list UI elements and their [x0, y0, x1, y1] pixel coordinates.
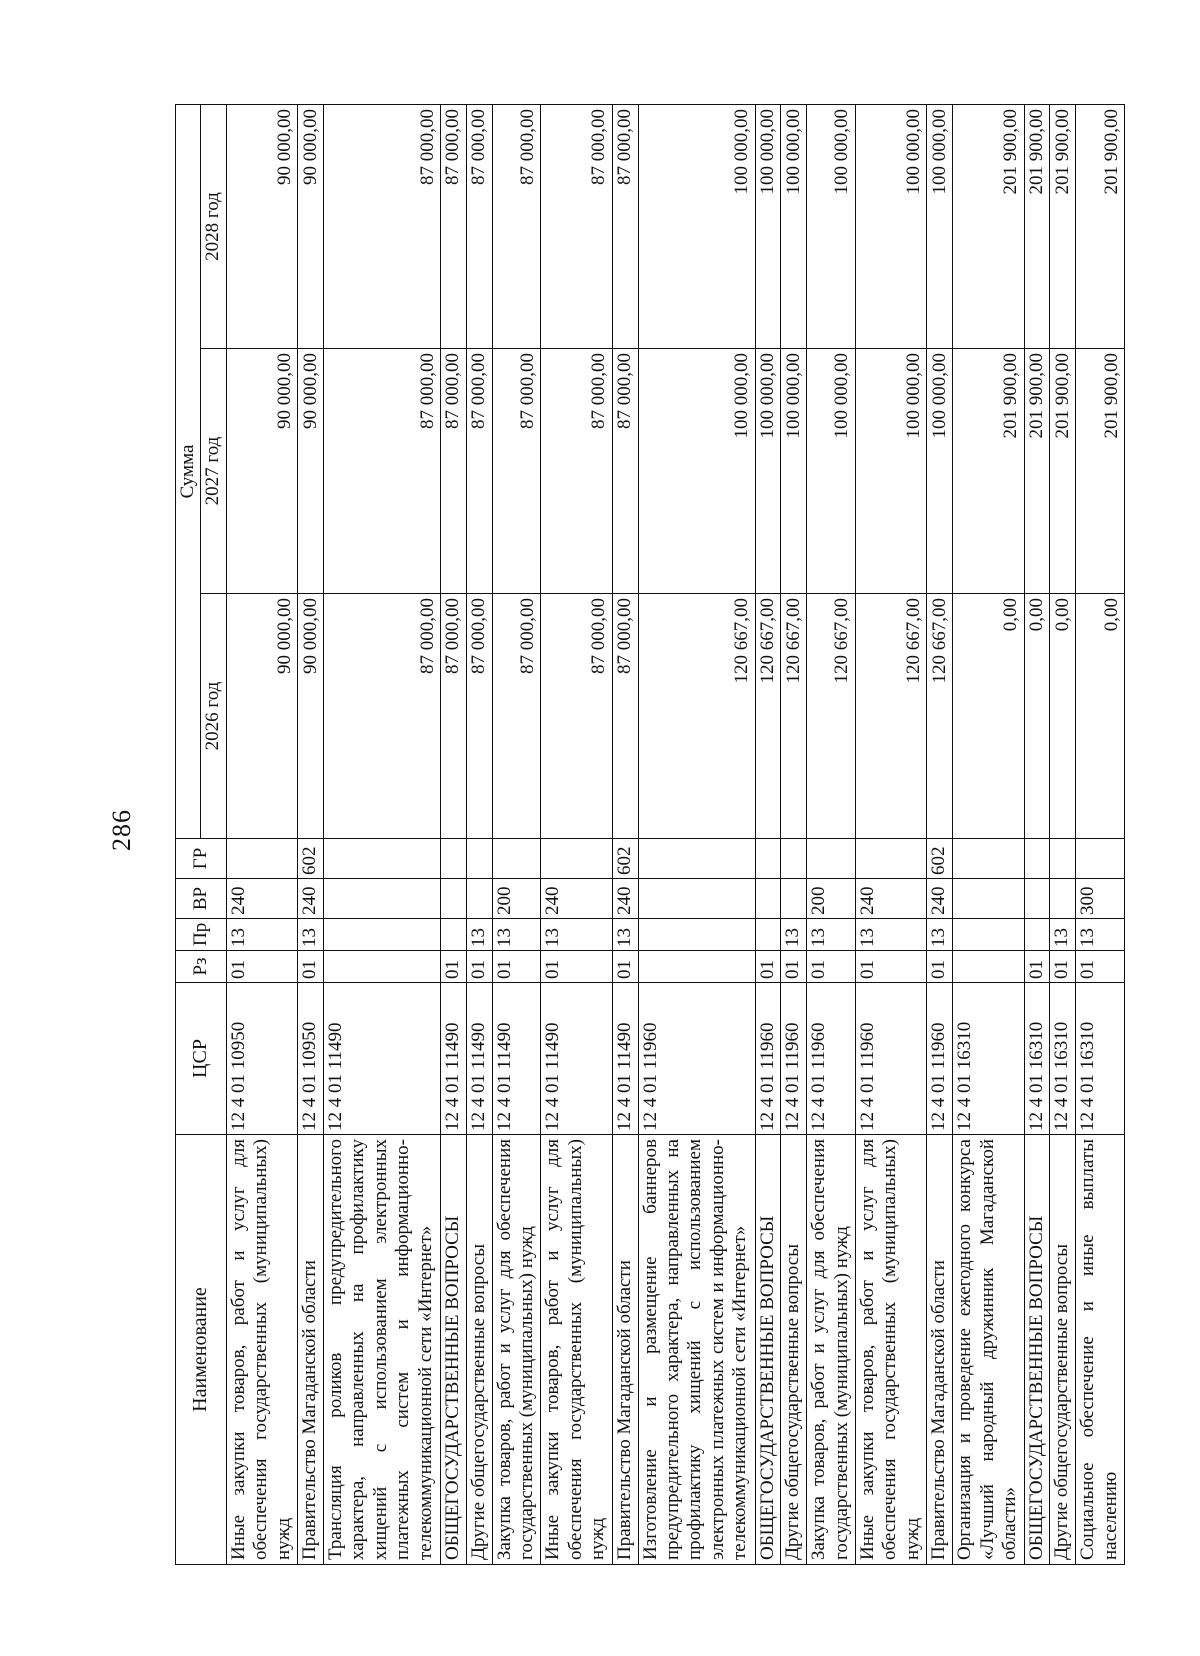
cell-2027: 100 000,00 [927, 349, 953, 594]
cell-rz: 01 [807, 951, 856, 983]
cell-pr [441, 919, 467, 951]
cell-2028: 100 000,00 [755, 105, 781, 349]
cell-pr: 13 [855, 919, 926, 951]
cell-2027: 87 000,00 [541, 349, 612, 594]
cell-csr: 12 4 01 11490 [612, 983, 638, 1135]
header-sum: Сумма [176, 105, 201, 839]
header-rz: Рз [176, 951, 227, 983]
cell-2027: 90 000,00 [298, 349, 324, 594]
table-row [1076, 105, 1125, 1565]
cell-2026: 90 000,00 [298, 594, 324, 839]
cell-name: ОБЩЕГОСУДАРСТВЕННЫЕ ВОПРОСЫ [755, 1135, 781, 1565]
cell-vr: 240 [927, 879, 953, 919]
cell-rz: 01 [441, 951, 467, 983]
cell-vr: 240 [855, 879, 926, 919]
cell-csr: 12 4 01 16310 [1050, 983, 1076, 1135]
cell-rz [953, 951, 1024, 983]
cell-pr: 13 [1050, 919, 1076, 951]
cell-vr [953, 879, 1024, 919]
cell-vr: 240 [541, 879, 612, 919]
cell-2026: 87 000,00 [541, 594, 612, 839]
cell-gr [324, 839, 441, 879]
table-row [807, 105, 856, 1565]
cell-csr: 12 4 01 11490 [466, 983, 492, 1135]
cell-csr: 12 4 01 11490 [324, 983, 441, 1135]
cell-csr: 12 4 01 11490 [541, 983, 612, 1135]
cell-name: Иные закупки товаров, работ и услуг для обеспечения государственных (муниципальных) нужд [541, 1135, 612, 1565]
cell-2028: 87 000,00 [441, 105, 467, 349]
cell-rz [324, 951, 441, 983]
cell-vr [466, 879, 492, 919]
cell-2027: 100 000,00 [807, 349, 856, 594]
cell-pr [324, 919, 441, 951]
cell-2027: 201 900,00 [1050, 349, 1076, 594]
cell-csr: 12 4 01 16310 [953, 983, 1024, 1135]
table-row [755, 105, 781, 1565]
cell-2028: 87 000,00 [492, 105, 541, 349]
cell-rz [638, 951, 755, 983]
cell-vr: 200 [807, 879, 856, 919]
cell-2028: 100 000,00 [855, 105, 926, 349]
cell-csr: 12 4 01 10950 [226, 983, 297, 1135]
cell-gr [226, 839, 297, 879]
cell-2028: 87 000,00 [466, 105, 492, 349]
cell-2026: 0,00 [1050, 594, 1076, 839]
cell-2026: 87 000,00 [466, 594, 492, 839]
cell-2026: 90 000,00 [226, 594, 297, 839]
cell-csr: 12 4 01 10950 [298, 983, 324, 1135]
header-row [176, 105, 201, 1565]
cell-vr [638, 879, 755, 919]
cell-gr [492, 839, 541, 879]
cell-rz: 01 [1076, 951, 1125, 983]
cell-2028: 100 000,00 [927, 105, 953, 349]
table-row [441, 105, 467, 1565]
cell-pr: 13 [541, 919, 612, 951]
cell-2027: 87 000,00 [612, 349, 638, 594]
table-row [298, 105, 324, 1565]
cell-2026: 87 000,00 [441, 594, 467, 839]
cell-rz: 01 [492, 951, 541, 983]
cell-2026: 87 000,00 [612, 594, 638, 839]
cell-2026: 0,00 [1076, 594, 1125, 839]
cell-vr [1050, 879, 1076, 919]
cell-name: Трансляция роликов предупредительного характера, направленных на профилактику хищений с использованием электронных платежных систем и информационно-телекоммуникационной сети «Интернет» [324, 1135, 441, 1565]
cell-2027: 100 000,00 [855, 349, 926, 594]
cell-vr: 300 [1076, 879, 1125, 919]
cell-csr: 12 4 01 11960 [855, 983, 926, 1135]
cell-pr: 13 [807, 919, 856, 951]
cell-csr: 12 4 01 11490 [441, 983, 467, 1135]
cell-rz: 01 [1024, 951, 1050, 983]
page-number: 286 [107, 809, 136, 851]
cell-2027: 90 000,00 [226, 349, 297, 594]
cell-2028: 87 000,00 [324, 105, 441, 349]
cell-name: Организация и проведение ежегодного конкурса «Лучший народный дружинник Магаданской области» [953, 1135, 1024, 1565]
cell-rz: 01 [781, 951, 807, 983]
cell-2028: 100 000,00 [638, 105, 755, 349]
cell-rz: 01 [612, 951, 638, 983]
cell-2026: 87 000,00 [492, 594, 541, 839]
cell-gr [807, 839, 856, 879]
cell-2027: 100 000,00 [781, 349, 807, 594]
cell-name: Иные закупки товаров, работ и услуг для обеспечения государственных (муниципальных) нужд [226, 1135, 297, 1565]
cell-name: Закупка товаров, работ и услуг для обеспечения государственных (муниципальных) нужд [807, 1135, 856, 1565]
cell-gr [1024, 839, 1050, 879]
cell-rz: 01 [855, 951, 926, 983]
cell-pr [638, 919, 755, 951]
cell-pr: 13 [492, 919, 541, 951]
cell-gr [953, 839, 1024, 879]
header-year-2028: 2028 год [201, 105, 226, 349]
cell-2026: 120 667,00 [855, 594, 926, 839]
cell-vr [441, 879, 467, 919]
cell-2028: 100 000,00 [781, 105, 807, 349]
cell-csr: 12 4 01 11960 [638, 983, 755, 1135]
header-name: Наименование [176, 1135, 227, 1565]
cell-name: Другие общегосударственные вопросы [466, 1135, 492, 1565]
cell-rz: 01 [1050, 951, 1076, 983]
cell-name: Правительство Магаданской области [927, 1135, 953, 1565]
cell-2026: 0,00 [953, 594, 1024, 839]
table-row [466, 105, 492, 1565]
cell-pr [953, 919, 1024, 951]
cell-gr [541, 839, 612, 879]
cell-gr [755, 839, 781, 879]
table-row [612, 105, 638, 1565]
cell-2027: 201 900,00 [1024, 349, 1050, 594]
cell-rz: 01 [541, 951, 612, 983]
cell-2027: 87 000,00 [466, 349, 492, 594]
cell-2028: 87 000,00 [541, 105, 612, 349]
cell-2026: 120 667,00 [927, 594, 953, 839]
cell-2028: 201 900,00 [953, 105, 1024, 349]
cell-gr [781, 839, 807, 879]
cell-vr: 240 [612, 879, 638, 919]
cell-pr: 13 [298, 919, 324, 951]
table-row [1024, 105, 1050, 1565]
cell-gr: 602 [298, 839, 324, 879]
cell-gr [638, 839, 755, 879]
cell-vr [755, 879, 781, 919]
cell-2026: 0,00 [1024, 594, 1050, 839]
cell-2028: 90 000,00 [226, 105, 297, 349]
cell-2027: 201 900,00 [1076, 349, 1125, 594]
table-row [855, 105, 926, 1565]
cell-name: Изготовление и размещение баннеров предупредительного характера, направленных на профилактику хищений с использованием электронных платежных систем и информационно-телекоммуникационной сети «Интернет» [638, 1135, 755, 1565]
table-row [492, 105, 541, 1565]
table-row [226, 105, 297, 1565]
cell-name: Иные закупки товаров, работ и услуг для обеспечения государственных (муниципальных) нужд [855, 1135, 926, 1565]
cell-csr: 12 4 01 16310 [1024, 983, 1050, 1135]
cell-name: ОБЩЕГОСУДАРСТВЕННЫЕ ВОПРОСЫ [1024, 1135, 1050, 1565]
header-year-2026: 2026 год [201, 594, 226, 839]
cell-2027: 100 000,00 [755, 349, 781, 594]
cell-2028: 100 000,00 [807, 105, 856, 349]
cell-pr: 13 [466, 919, 492, 951]
cell-vr: 240 [226, 879, 297, 919]
cell-2028: 201 900,00 [1024, 105, 1050, 349]
cell-2028: 90 000,00 [298, 105, 324, 349]
cell-rz: 01 [298, 951, 324, 983]
header-csr: ЦСР [176, 983, 227, 1135]
cell-2028: 201 900,00 [1050, 105, 1076, 349]
cell-2026: 120 667,00 [638, 594, 755, 839]
rotated-table-container [175, 105, 1125, 1565]
table-row [1050, 105, 1076, 1565]
cell-pr: 13 [612, 919, 638, 951]
cell-csr: 12 4 01 11490 [492, 983, 541, 1135]
table-body [226, 105, 1124, 1565]
cell-rz: 01 [755, 951, 781, 983]
cell-rz: 01 [466, 951, 492, 983]
cell-name: Социальное обеспечение и иные выплаты населению [1076, 1135, 1125, 1565]
header-vr: ВР [176, 879, 227, 919]
header-year-2027: 2027 год [201, 349, 226, 594]
table-row [324, 105, 441, 1565]
cell-name: Закупка товаров, работ и услуг для обеспечения государственных (муниципальных) нужд [492, 1135, 541, 1565]
cell-csr: 12 4 01 16310 [1076, 983, 1125, 1135]
cell-pr: 13 [226, 919, 297, 951]
cell-name: Другие общегосударственные вопросы [1050, 1135, 1076, 1565]
cell-pr: 13 [1076, 919, 1125, 951]
cell-2027: 87 000,00 [492, 349, 541, 594]
cell-gr [466, 839, 492, 879]
cell-name: Правительство Магаданской области [612, 1135, 638, 1565]
table-row [541, 105, 612, 1565]
cell-pr: 13 [927, 919, 953, 951]
cell-pr [755, 919, 781, 951]
header-pr: Пр [176, 919, 227, 951]
cell-gr [1076, 839, 1125, 879]
cell-2027: 87 000,00 [324, 349, 441, 594]
budget-table [175, 104, 1125, 1565]
table-row [927, 105, 953, 1565]
cell-2026: 120 667,00 [755, 594, 781, 839]
cell-2027: 87 000,00 [441, 349, 467, 594]
cell-pr: 13 [781, 919, 807, 951]
cell-rz: 01 [226, 951, 297, 983]
cell-2028: 201 900,00 [1076, 105, 1125, 349]
cell-gr [1050, 839, 1076, 879]
cell-csr: 12 4 01 11960 [807, 983, 856, 1135]
cell-name: ОБЩЕГОСУДАРСТВЕННЫЕ ВОПРОСЫ [441, 1135, 467, 1565]
cell-2028: 87 000,00 [612, 105, 638, 349]
cell-gr [855, 839, 926, 879]
cell-2027: 100 000,00 [638, 349, 755, 594]
cell-csr: 12 4 01 11960 [927, 983, 953, 1135]
cell-2026: 87 000,00 [324, 594, 441, 839]
cell-gr: 602 [612, 839, 638, 879]
cell-gr [441, 839, 467, 879]
table-row [953, 105, 1024, 1565]
cell-gr: 602 [927, 839, 953, 879]
cell-2026: 120 667,00 [807, 594, 856, 839]
table-row [638, 105, 755, 1565]
cell-vr: 200 [492, 879, 541, 919]
cell-vr [1024, 879, 1050, 919]
cell-2026: 120 667,00 [781, 594, 807, 839]
cell-vr: 240 [298, 879, 324, 919]
cell-name: Другие общегосударственные вопросы [781, 1135, 807, 1565]
cell-csr: 12 4 01 11960 [755, 983, 781, 1135]
cell-name: Правительство Магаданской области [298, 1135, 324, 1565]
cell-vr [324, 879, 441, 919]
cell-csr: 12 4 01 11960 [781, 983, 807, 1135]
cell-pr [1024, 919, 1050, 951]
table-row [781, 105, 807, 1565]
header-gr: ГР [176, 839, 227, 879]
cell-vr [781, 879, 807, 919]
cell-2027: 201 900,00 [953, 349, 1024, 594]
cell-rz: 01 [927, 951, 953, 983]
